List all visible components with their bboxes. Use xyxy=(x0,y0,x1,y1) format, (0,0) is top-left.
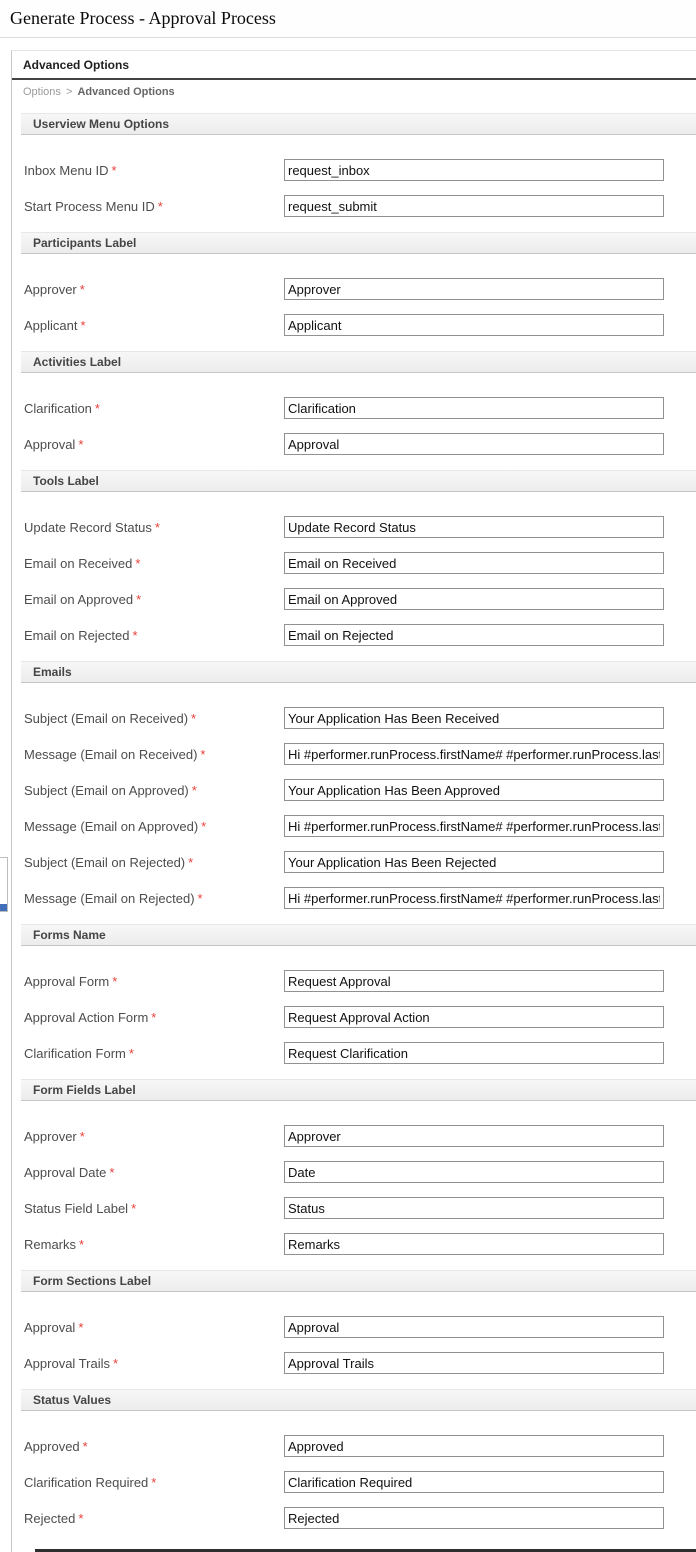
input-inbox-menu-id[interactable] xyxy=(284,159,664,181)
section-body xyxy=(12,683,696,924)
form-field-row xyxy=(12,509,696,545)
input-message-email-on-approved[interactable] xyxy=(284,815,664,837)
field-label: Applicant * xyxy=(24,317,86,333)
required-asterisk: * xyxy=(111,162,117,178)
form-field-row xyxy=(12,880,696,916)
required-asterisk: * xyxy=(112,1355,119,1371)
field-label: Email on Received * xyxy=(24,555,141,571)
field-label: Message (Email on Rejected) * xyxy=(24,890,203,906)
field-label: Approval Form * xyxy=(24,973,118,989)
form-field-row xyxy=(12,736,696,772)
input-subject-email-on-rejected[interactable] xyxy=(284,851,664,873)
field-label: Message (Email on Approved) * xyxy=(24,818,207,834)
field-label: Start Process Menu ID * xyxy=(24,198,163,214)
input-approval[interactable] xyxy=(284,433,664,455)
section-header-status-values: Status Values xyxy=(21,1389,696,1411)
input-subject-email-on-approved[interactable] xyxy=(284,779,664,801)
field-label: Clarification Required * xyxy=(24,1474,157,1490)
breadcrumb-current: Advanced Options xyxy=(77,86,175,98)
form-field-row xyxy=(12,999,696,1035)
form-section xyxy=(12,924,696,1079)
input-remarks[interactable] xyxy=(284,1233,664,1255)
required-asterisk: * xyxy=(79,281,85,297)
form-field-row xyxy=(12,1226,696,1262)
input-clarification-required[interactable] xyxy=(284,1471,664,1493)
window-titlebar xyxy=(0,0,696,38)
form-field-row xyxy=(12,545,696,581)
form-field-row xyxy=(12,617,696,653)
form-field-row xyxy=(12,1345,696,1381)
required-asterisk: * xyxy=(188,854,194,870)
form-field-row xyxy=(12,1428,696,1464)
input-approver[interactable] xyxy=(284,278,664,300)
tooltip-accent-strip xyxy=(0,904,7,911)
panel-header: Advanced Options xyxy=(12,51,696,80)
field-label: Email on Rejected * xyxy=(24,627,138,643)
required-asterisk: * xyxy=(154,519,160,535)
section-header-form-sections-label: Form Sections Label xyxy=(21,1270,696,1292)
required-asterisk: * xyxy=(128,1045,134,1061)
form-section xyxy=(12,351,696,470)
required-asterisk: * xyxy=(151,1474,157,1490)
required-asterisk: * xyxy=(200,746,206,762)
section-body xyxy=(12,1292,696,1389)
required-asterisk: * xyxy=(191,710,197,726)
required-asterisk: * xyxy=(157,198,163,214)
field-label: Clarification Form * xyxy=(24,1045,134,1061)
field-label: Approved * xyxy=(24,1438,88,1454)
field-label: Approver * xyxy=(24,1128,85,1144)
required-asterisk: * xyxy=(79,1236,85,1252)
input-email-on-received[interactable] xyxy=(284,552,664,574)
input-email-on-approved[interactable] xyxy=(284,588,664,610)
form-section xyxy=(12,1270,696,1389)
required-asterisk: * xyxy=(197,890,203,906)
field-label: Message (Email on Received) * xyxy=(24,746,206,762)
required-asterisk: * xyxy=(79,1128,85,1144)
field-label: Subject (Email on Received) * xyxy=(24,710,197,726)
input-approval[interactable] xyxy=(284,1316,664,1338)
field-label: Approval * xyxy=(24,1319,84,1335)
input-applicant[interactable] xyxy=(284,314,664,336)
input-approved[interactable] xyxy=(284,1435,664,1457)
form-field-row xyxy=(12,1190,696,1226)
section-body xyxy=(12,1101,696,1270)
input-clarification[interactable] xyxy=(284,397,664,419)
form-field-row xyxy=(12,307,696,343)
field-label: Inbox Menu ID * xyxy=(24,162,117,178)
form-sections xyxy=(12,113,696,1544)
required-asterisk: * xyxy=(109,1164,115,1180)
form-field-row xyxy=(12,963,696,999)
field-label: Remarks * xyxy=(24,1236,85,1252)
section-header-userview-menu-options: Userview Menu Options xyxy=(21,113,696,135)
field-label: Subject (Email on Rejected) * xyxy=(24,854,194,870)
section-body xyxy=(12,1411,696,1544)
input-status-field-label[interactable] xyxy=(284,1197,664,1219)
field-label: Rejected * xyxy=(24,1510,84,1526)
form-field-row xyxy=(12,1118,696,1154)
input-subject-email-on-received[interactable] xyxy=(284,707,664,729)
input-email-on-rejected[interactable] xyxy=(284,624,664,646)
required-asterisk: * xyxy=(94,400,100,416)
form-section xyxy=(12,1079,696,1270)
required-asterisk: * xyxy=(80,317,86,333)
field-label: Approval * xyxy=(24,436,84,452)
form-field-row xyxy=(12,1309,696,1345)
section-header-participants-label: Participants Label xyxy=(21,232,696,254)
required-asterisk: * xyxy=(136,591,142,607)
field-label: Approval Trails * xyxy=(24,1355,119,1371)
section-body xyxy=(12,373,696,470)
section-body xyxy=(12,135,696,232)
required-asterisk: * xyxy=(78,1319,84,1335)
input-approval-trails[interactable] xyxy=(284,1352,664,1374)
field-label: Update Record Status * xyxy=(24,519,160,535)
form-field-row xyxy=(12,1154,696,1190)
form-field-row xyxy=(12,1464,696,1500)
section-body xyxy=(12,946,696,1079)
field-label: Approval Action Form * xyxy=(24,1009,157,1025)
section-body xyxy=(12,254,696,351)
required-asterisk: * xyxy=(191,782,197,798)
form-field-row xyxy=(12,271,696,307)
breadcrumb-link-options[interactable]: Options xyxy=(23,86,61,98)
required-asterisk: * xyxy=(78,436,84,452)
form-field-row xyxy=(12,426,696,462)
form-field-row xyxy=(12,1500,696,1536)
section-body xyxy=(12,492,696,661)
window-title: Generate Process - Approval Process xyxy=(10,8,276,28)
input-clarification-form[interactable] xyxy=(284,1042,664,1064)
input-rejected[interactable] xyxy=(284,1507,664,1529)
section-header-emails: Emails xyxy=(21,661,696,683)
form-field-row xyxy=(12,1035,696,1071)
field-label: Clarification * xyxy=(24,400,100,416)
advanced-options-panel xyxy=(11,50,696,1552)
form-field-row xyxy=(12,844,696,880)
form-section xyxy=(12,232,696,351)
section-header-tools-label: Tools Label xyxy=(21,470,696,492)
field-label: Approval Date * xyxy=(24,1164,115,1180)
input-message-email-on-rejected[interactable] xyxy=(284,887,664,909)
tooltip-fragment xyxy=(0,857,8,912)
form-section xyxy=(12,1389,696,1544)
form-field-row xyxy=(12,152,696,188)
input-approval-action-form[interactable] xyxy=(284,1006,664,1028)
input-update-record-status[interactable] xyxy=(284,516,664,538)
section-header-activities-label: Activities Label xyxy=(21,351,696,373)
field-label: Email on Approved * xyxy=(24,591,142,607)
input-approval-date[interactable] xyxy=(284,1161,664,1183)
required-asterisk: * xyxy=(151,1009,157,1025)
form-field-row xyxy=(12,808,696,844)
required-asterisk: * xyxy=(132,627,138,643)
field-label: Status Field Label * xyxy=(24,1200,137,1216)
form-field-row xyxy=(12,700,696,736)
form-section xyxy=(12,470,696,661)
required-asterisk: * xyxy=(112,973,118,989)
required-asterisk: * xyxy=(135,555,141,571)
input-approval-form[interactable] xyxy=(284,970,664,992)
form-section xyxy=(12,661,696,924)
form-field-row xyxy=(12,772,696,808)
section-header-forms-name: Forms Name xyxy=(21,924,696,946)
required-asterisk: * xyxy=(201,818,207,834)
required-asterisk: * xyxy=(82,1438,88,1454)
input-approver[interactable] xyxy=(284,1125,664,1147)
field-label: Approver * xyxy=(24,281,85,297)
required-asterisk: * xyxy=(131,1200,137,1216)
breadcrumb xyxy=(12,80,696,102)
field-label: Subject (Email on Approved) * xyxy=(24,782,197,798)
form-section xyxy=(12,113,696,232)
form-field-row xyxy=(12,581,696,617)
input-start-process-menu-id[interactable] xyxy=(284,195,664,217)
form-field-row xyxy=(12,188,696,224)
required-asterisk: * xyxy=(78,1510,84,1526)
input-message-email-on-received[interactable] xyxy=(284,743,664,765)
breadcrumb-separator: > xyxy=(65,86,73,98)
form-field-row xyxy=(12,390,696,426)
section-header-form-fields-label: Form Fields Label xyxy=(21,1079,696,1101)
